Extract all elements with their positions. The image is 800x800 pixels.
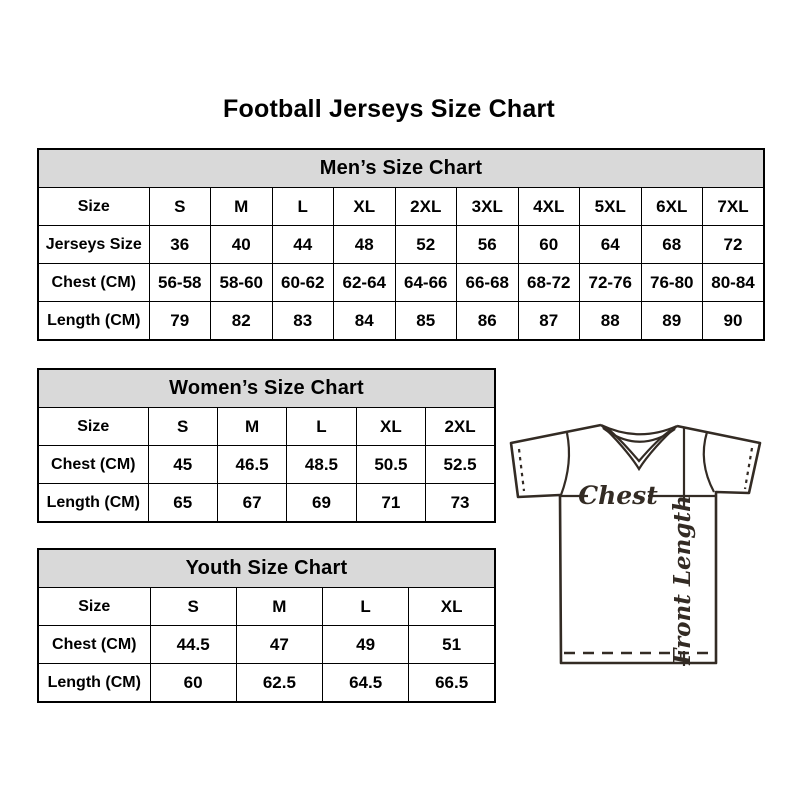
size-value-cell: 40 (211, 226, 273, 264)
size-value-cell: 52 (395, 226, 457, 264)
mens-table-title: Men’s Size Chart (38, 149, 764, 188)
table-title-row (38, 549, 495, 588)
size-value-cell: 73 (426, 484, 495, 523)
size-value-cell: L (287, 408, 356, 446)
left-armhole-seam (561, 433, 569, 495)
size-value-cell: 64-66 (395, 264, 457, 302)
size-value-cell: S (150, 588, 236, 626)
size-value-cell: 85 (395, 302, 457, 341)
size-value-cell: 4XL (518, 188, 580, 226)
size-value-cell: 3XL (457, 188, 519, 226)
row-label-cell: Length (CM) (38, 664, 150, 703)
row-label-cell: Chest (CM) (38, 264, 149, 302)
youth-size-table (37, 548, 496, 703)
size-value-cell: 44.5 (150, 626, 236, 664)
size-value-cell: 6XL (641, 188, 703, 226)
size-value-cell: 48.5 (287, 446, 356, 484)
size-value-cell: 80-84 (703, 264, 765, 302)
size-value-cell: 44 (272, 226, 334, 264)
size-value-cell: 50.5 (356, 446, 425, 484)
size-value-cell: 51 (409, 626, 495, 664)
size-table-row (38, 664, 495, 703)
size-value-cell: 62.5 (236, 664, 322, 703)
womens-table-title: Women’s Size Chart (38, 369, 495, 408)
size-value-cell: M (236, 588, 322, 626)
size-value-cell: 72 (703, 226, 765, 264)
size-table-row (38, 188, 764, 226)
size-value-cell: M (217, 408, 286, 446)
size-value-cell: 66-68 (457, 264, 519, 302)
size-table-row (38, 226, 764, 264)
size-value-cell: 2XL (426, 408, 495, 446)
size-value-cell: 56-58 (149, 264, 211, 302)
size-value-cell: 90 (703, 302, 765, 341)
size-value-cell: L (323, 588, 409, 626)
size-value-cell: 60 (518, 226, 580, 264)
size-value-cell: XL (334, 188, 396, 226)
size-value-cell: 88 (580, 302, 642, 341)
row-label-cell: Size (38, 408, 148, 446)
size-value-cell: 79 (149, 302, 211, 341)
size-value-cell: 87 (518, 302, 580, 341)
size-value-cell: 66.5 (409, 664, 495, 703)
size-table-row (38, 588, 495, 626)
mens-size-table (37, 148, 765, 341)
size-table-row (38, 302, 764, 341)
size-value-cell: 86 (457, 302, 519, 341)
size-value-cell: 65 (148, 484, 217, 523)
size-value-cell: 7XL (703, 188, 765, 226)
size-table-row (38, 484, 495, 523)
size-value-cell: 76-80 (641, 264, 703, 302)
size-value-cell: 47 (236, 626, 322, 664)
size-value-cell: 69 (287, 484, 356, 523)
size-value-cell: 5XL (580, 188, 642, 226)
table-title-row (38, 369, 495, 408)
size-value-cell: 48 (334, 226, 396, 264)
row-label-cell: Chest (CM) (38, 446, 148, 484)
size-table-row (38, 446, 495, 484)
size-value-cell: 83 (272, 302, 334, 341)
row-label-cell: Length (CM) (38, 302, 149, 341)
row-label-cell: Size (38, 588, 150, 626)
size-value-cell: 71 (356, 484, 425, 523)
womens-size-table (37, 368, 496, 523)
size-table-row (38, 408, 495, 446)
size-value-cell: 68-72 (518, 264, 580, 302)
size-value-cell: 89 (641, 302, 703, 341)
size-value-cell: 67 (217, 484, 286, 523)
left-cuff-dashed-line (519, 449, 524, 491)
size-value-cell: 60-62 (272, 264, 334, 302)
size-value-cell: XL (409, 588, 495, 626)
youth-table-title: Youth Size Chart (38, 549, 495, 588)
row-label-cell: Size (38, 188, 149, 226)
size-value-cell: 45 (148, 446, 217, 484)
size-value-cell: 49 (323, 626, 409, 664)
size-value-cell: S (149, 188, 211, 226)
size-table-row (38, 264, 764, 302)
size-value-cell: 64 (580, 226, 642, 264)
size-value-cell: 82 (211, 302, 273, 341)
size-value-cell: L (272, 188, 334, 226)
v-neck-inner (607, 428, 671, 461)
size-value-cell: 36 (149, 226, 211, 264)
row-label-cell: Length (CM) (38, 484, 148, 523)
front-length-label: Front Length (669, 495, 696, 665)
jersey-measurement-diagram (500, 405, 772, 667)
jersey-outline (511, 425, 760, 663)
chest-label: Chest (578, 481, 658, 510)
size-value-cell: 56 (457, 226, 519, 264)
size-value-cell: 72-76 (580, 264, 642, 302)
page-title: Football Jerseys Size Chart (223, 95, 555, 123)
size-value-cell: XL (356, 408, 425, 446)
table-title-row (38, 149, 764, 188)
size-value-cell: 2XL (395, 188, 457, 226)
size-value-cell: 84 (334, 302, 396, 341)
size-value-cell: M (211, 188, 273, 226)
size-value-cell: S (148, 408, 217, 446)
size-value-cell: 52.5 (426, 446, 495, 484)
size-value-cell: 62-64 (334, 264, 396, 302)
size-value-cell: 68 (641, 226, 703, 264)
size-value-cell: 58-60 (211, 264, 273, 302)
size-value-cell: 64.5 (323, 664, 409, 703)
size-value-cell: 46.5 (217, 446, 286, 484)
right-armhole-seam (704, 432, 714, 492)
row-label-cell: Jerseys Size (38, 226, 149, 264)
size-table-row (38, 626, 495, 664)
size-value-cell: 60 (150, 664, 236, 703)
row-label-cell: Chest (CM) (38, 626, 150, 664)
